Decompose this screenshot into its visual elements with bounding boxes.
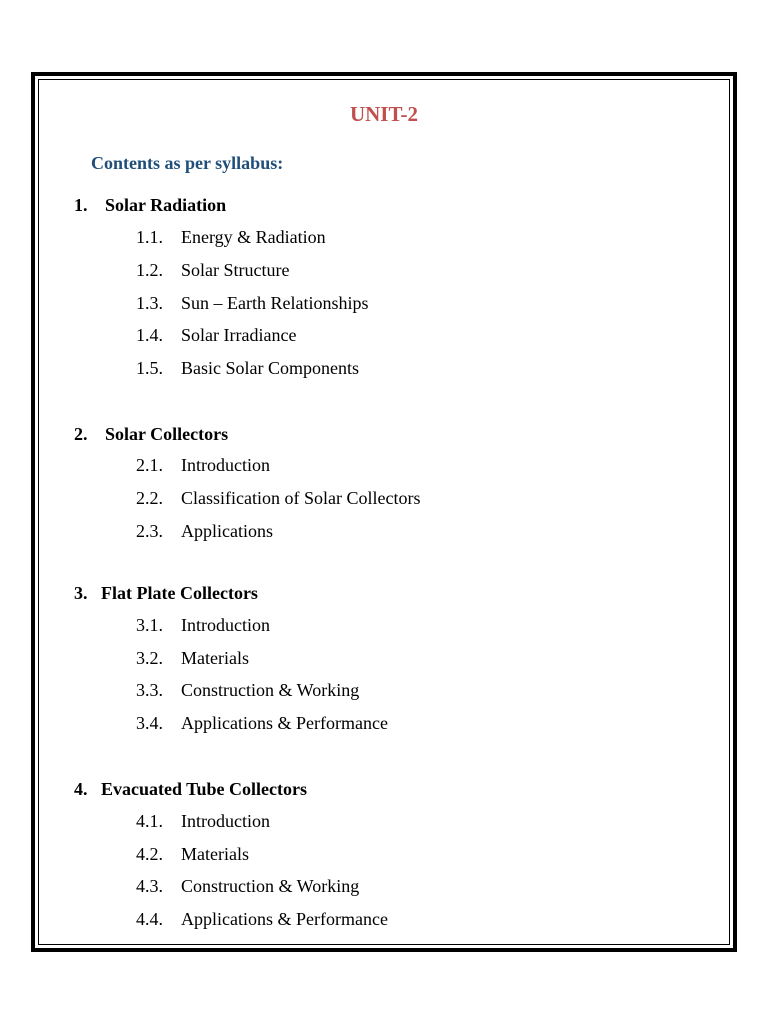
item-number: 3.2. bbox=[136, 648, 163, 668]
item-number: 3.3. bbox=[136, 680, 163, 700]
item-title: Materials bbox=[181, 844, 249, 864]
item-number: 1.1. bbox=[136, 227, 163, 247]
item-number: 4.1. bbox=[136, 811, 163, 831]
item-number: 1.2. bbox=[136, 260, 163, 280]
item-number: 3.1. bbox=[136, 615, 163, 635]
item-number: 1.5. bbox=[136, 358, 163, 378]
item-title: Applications bbox=[181, 521, 273, 541]
item-number: 1.4. bbox=[136, 325, 163, 345]
item-number: 2.3. bbox=[136, 521, 163, 541]
section-title: Evacuated Tube Collectors bbox=[101, 779, 308, 799]
item-title: Energy & Radiation bbox=[181, 227, 326, 247]
item-title: Basic Solar Components bbox=[181, 358, 359, 378]
section-number: 3. bbox=[74, 583, 88, 603]
item-number: 2.1. bbox=[136, 455, 163, 475]
section-number: 2. bbox=[74, 424, 88, 444]
section-number: 1. bbox=[74, 195, 88, 215]
item-title: Classification of Solar Collectors bbox=[181, 488, 421, 508]
item-number: 2.2. bbox=[136, 488, 163, 508]
contents-heading: Contents as per syllabus: bbox=[91, 153, 284, 173]
item-title: Applications & Performance bbox=[181, 713, 388, 733]
item-title: Introduction bbox=[181, 615, 270, 635]
item-title: Materials bbox=[181, 648, 249, 668]
item-number: 3.4. bbox=[136, 713, 163, 733]
item-title: Applications & Performance bbox=[181, 909, 388, 929]
item-number: 4.4. bbox=[136, 909, 163, 929]
section-title: Solar Collectors bbox=[105, 424, 229, 444]
item-title: Introduction bbox=[181, 455, 270, 475]
item-title: Solar Structure bbox=[181, 260, 290, 280]
item-number: 4.2. bbox=[136, 844, 163, 864]
item-title: Construction & Working bbox=[181, 680, 360, 700]
section-title: Flat Plate Collectors bbox=[101, 583, 258, 603]
section-title: Solar Radiation bbox=[105, 195, 227, 215]
unit-title: UNIT-2 bbox=[349, 102, 419, 126]
item-title: Introduction bbox=[181, 811, 270, 831]
item-title: Sun – Earth Relationships bbox=[181, 293, 369, 313]
section-number: 4. bbox=[74, 779, 88, 799]
item-title: Construction & Working bbox=[181, 876, 360, 896]
item-title: Solar Irradiance bbox=[181, 325, 297, 345]
item-number: 1.3. bbox=[136, 293, 163, 313]
item-number: 4.3. bbox=[136, 876, 163, 896]
